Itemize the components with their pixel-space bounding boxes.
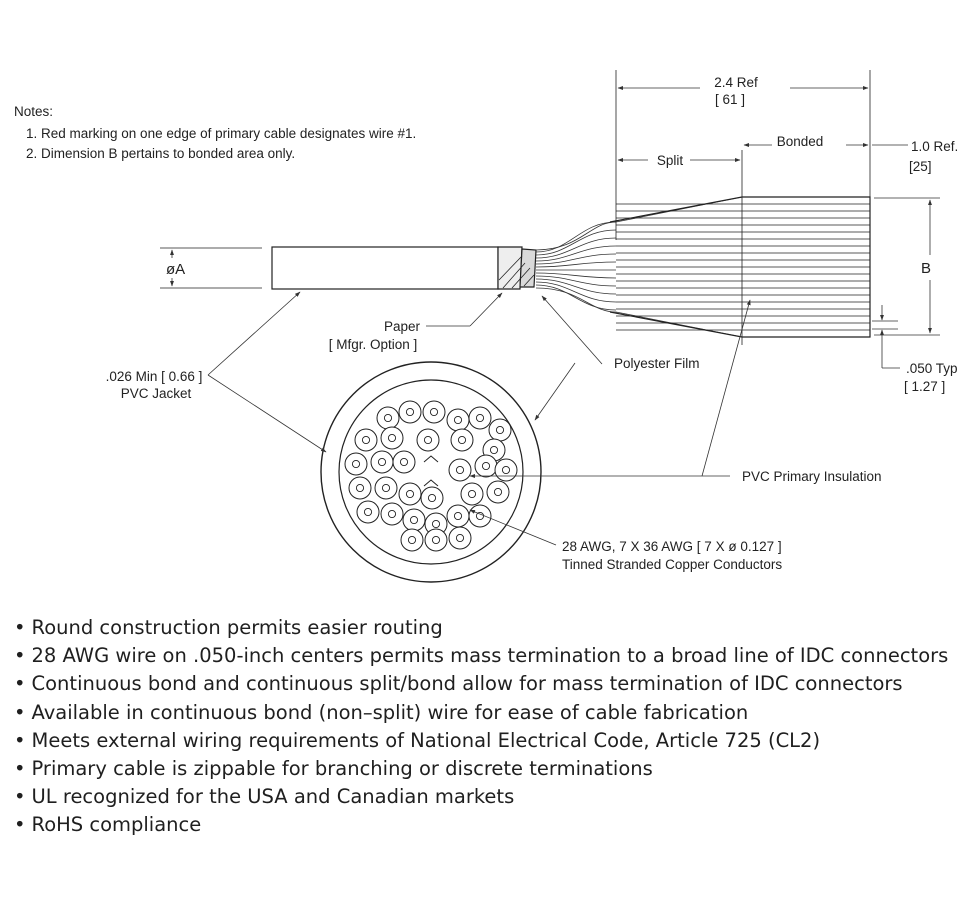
paper-note-label: [ Mfgr. Option ] [328, 337, 418, 352]
conductor-core [388, 434, 395, 441]
cable-cross-section [321, 362, 541, 582]
conductor-core [428, 494, 435, 501]
conductor-core [476, 512, 483, 519]
conductor-core [482, 462, 489, 469]
dim-pitch-label: .050 Typ [906, 361, 958, 376]
film-label: Polyester Film [614, 356, 700, 371]
fan-wire [536, 273, 616, 278]
feature-list [14, 614, 948, 840]
fan-wire [536, 282, 616, 302]
conductor-core [364, 508, 371, 515]
conductor-core [384, 414, 391, 421]
dimension-lines [172, 88, 940, 368]
dim-overall-mm-label: [ 61 ] [714, 92, 746, 107]
conductor-core [430, 408, 437, 415]
feature-item: • RoHS compliance [14, 811, 948, 839]
feature-item: • Round construction permits easier routing [14, 614, 948, 642]
conductor-core [502, 466, 509, 473]
conductor-core [458, 436, 465, 443]
note-item-2: 2. Dimension B pertains to bonded area only. [26, 146, 296, 161]
conductor-core [468, 490, 475, 497]
insulation-label: PVC Primary Insulation [742, 469, 882, 484]
jacket-label: PVC Jacket [120, 386, 192, 401]
conductor-core [454, 416, 461, 423]
paper-label: Paper [383, 319, 420, 334]
dim-pitch-mm-label: [ 1.27 ] [904, 379, 946, 394]
conductor-core [406, 408, 413, 415]
conductor-core [362, 436, 369, 443]
conductor-core [410, 516, 417, 523]
flat-ribbon-section [610, 70, 870, 345]
fan-wire [536, 238, 616, 258]
conductor-core [496, 426, 503, 433]
dim-tail-label: 1.0 Ref. [911, 139, 959, 154]
conductor-core [352, 460, 359, 467]
conductor-core [382, 484, 389, 491]
conductor-core [432, 536, 439, 543]
conductor-core [400, 458, 407, 465]
feature-item: • Continuous bond and continuous split/bond allow for mass termination of IDC connectors [14, 670, 948, 698]
conductor-core [454, 512, 461, 519]
round-cable-section [160, 247, 536, 289]
conductor-core [408, 536, 415, 543]
conductor-core [456, 534, 463, 541]
fan-wire [536, 262, 616, 267]
feature-item: • UL recognized for the USA and Canadian markets [14, 783, 948, 811]
conductor-desc-label: Tinned Stranded Copper Conductors [562, 557, 783, 572]
conductor-core [432, 520, 439, 527]
conductor-spec-label: 28 AWG, 7 X 36 AWG [ 7 X ø 0.127 ] [562, 539, 782, 554]
jacket-thickness-label: .026 Min [ 0.66 ] [105, 369, 203, 384]
feature-item: • Primary cable is zippable for branching or discrete terminations [14, 755, 948, 783]
feature-item: • Available in continuous bond (non–split) wire for ease of cable fabrication [14, 699, 948, 727]
conductor-core [456, 466, 463, 473]
conductor-core [476, 414, 483, 421]
conductor-core [494, 488, 501, 495]
note-item-1: 1. Red marking on one edge of primary cable designates wire #1. [26, 126, 417, 141]
dim-width-label: B [921, 260, 932, 277]
conductor-core [490, 446, 497, 453]
feature-item: • Meets external wiring requirements of National Electrical Code, Article 725 (CL2) [14, 727, 948, 755]
dim-split-label: Split [656, 153, 684, 168]
notes-heading: Notes: [14, 104, 54, 119]
fan-wire [536, 230, 616, 255]
feature-item: • 28 AWG wire on .050-inch centers permits mass termination to a broad line of IDC connectors [14, 642, 948, 670]
dim-diameter-label: øA [166, 261, 186, 278]
dim-bonded-label: Bonded [776, 134, 824, 149]
conductor-core [356, 484, 363, 491]
conductor-core [388, 510, 395, 517]
dim-overall-label: 2.4 Ref [714, 75, 758, 90]
dim-tail-mm-label: [25] [909, 159, 932, 174]
conductor-core [378, 458, 385, 465]
conductor-core [424, 436, 431, 443]
conductor-core [406, 490, 413, 497]
